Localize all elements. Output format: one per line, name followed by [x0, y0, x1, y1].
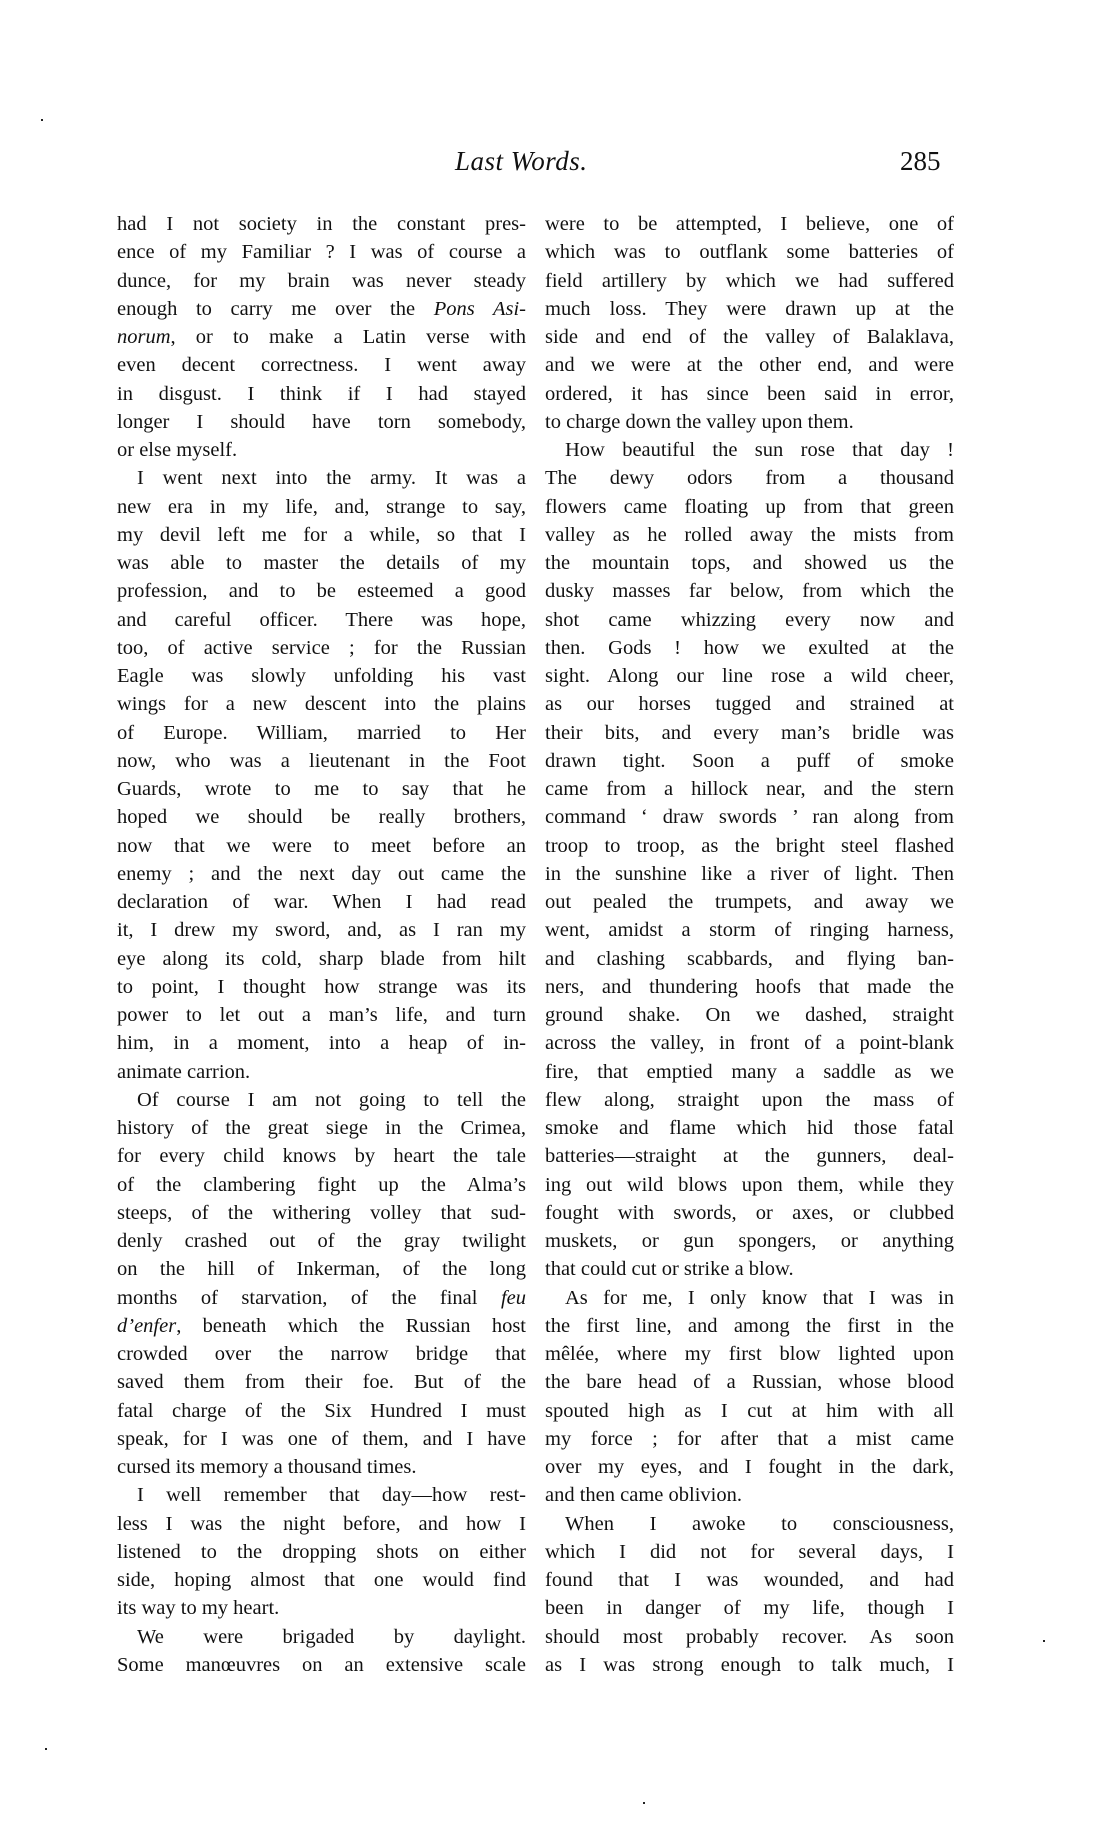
text-line	[117, 1284, 526, 1312]
text-line: spouted high as I cut at him with all	[545, 1399, 954, 1422]
text-line: enemy ; and the next day out came the	[117, 862, 526, 885]
text-line: hoped we should be really brothers,	[117, 806, 526, 829]
text-line: dunce, for my brain was never steady	[117, 269, 526, 292]
text-line: ence of my Familiar ? I was of course a	[117, 241, 526, 264]
text-line: longer I should have torn somebody,	[117, 410, 526, 433]
text-run: enough to carry me over the	[117, 297, 434, 320]
text-line: smoke and flame which hid those fatal	[545, 1117, 954, 1139]
text-line: power to let out a man’s life, and turn	[117, 1004, 526, 1026]
text-line: came from a hillock near, and the stern	[545, 778, 954, 800]
scan-speck	[41, 119, 43, 121]
text-line: found that I was wounded, and had	[545, 1569, 954, 1591]
text-line: of the clambering fight up the Alma’s	[117, 1173, 526, 1196]
text-line: fire, that emptied many a saddle as we	[545, 1060, 954, 1083]
text-line: too, of active service ; for the Russian	[117, 636, 526, 659]
text-line: and careful officer. There was hope,	[117, 608, 526, 631]
text-run: , beneath which the Russian host	[176, 1314, 526, 1337]
text-line: flowers came floating up from that green	[545, 495, 954, 518]
text-line: flew along, straight upon the mass of	[545, 1088, 954, 1111]
text-column-right	[545, 210, 954, 1679]
text-line: in the sunshine like a river of light. Then	[545, 862, 954, 885]
text-line: less I was the night before, and how I	[117, 1512, 526, 1535]
text-line: ordered, it has since been said in error,	[545, 382, 954, 405]
italic-phrase: norum	[117, 326, 171, 348]
text-line: been in danger of my life, though I	[545, 1597, 954, 1620]
scan-speck	[643, 1802, 645, 1804]
scan-speck	[1043, 1640, 1045, 1642]
text-line: declaration of war. When I had read	[117, 891, 526, 913]
text-line: side, hoping almost that one would find	[117, 1569, 526, 1591]
text-line: and we were at the other end, and were	[545, 354, 954, 377]
text-line: my devil left me for a while, so that I	[117, 523, 526, 546]
text-line: on the hill of Inkerman, of the long	[117, 1258, 526, 1281]
text-line: crowded over the narrow bridge that	[117, 1343, 526, 1365]
text-line: new era in my life, and, strange to say,	[117, 495, 526, 518]
text-line: the bare head of a Russian, whose blood	[545, 1371, 954, 1394]
text-line: cursed its memory a thousand times.	[117, 1456, 417, 1478]
text-line: saved them from their foe. But of the	[117, 1371, 526, 1394]
text-line	[117, 323, 526, 351]
text-line: now that we were to meet before an	[117, 834, 526, 857]
text-line: which I did not for several days, I	[545, 1540, 954, 1563]
text-line: him, in a moment, into a heap of in-	[117, 1032, 526, 1055]
text-line: The dewy odors from a thousand	[545, 467, 954, 490]
text-line: As for me, I only know that I was in	[565, 1286, 954, 1309]
text-line: I went next into the army. It was a	[137, 467, 526, 490]
text-line: in disgust. I think if I had stayed	[117, 382, 526, 405]
text-line: I well remember that day—how rest-	[137, 1484, 526, 1507]
text-line: ing out wild blows upon them, while they	[545, 1173, 954, 1196]
text-line: much loss. They were drawn up at the	[545, 297, 954, 320]
text-line: animate carrion.	[117, 1060, 251, 1083]
text-run: months of starvation, of the final	[117, 1286, 501, 1309]
text-line: even decent correctness. I went away	[117, 354, 526, 377]
text-line: it, I drew my sword, and, as I ran my	[117, 919, 526, 942]
text-column-left	[117, 210, 526, 1679]
text-line: ground shake. On we dashed, straight	[545, 1004, 954, 1026]
text-line: Some manœuvres on an extensive scale	[117, 1653, 526, 1676]
text-line: history of the great siege in the Crimea,	[117, 1117, 526, 1139]
text-line: sight. Along our line rose a wild cheer,	[545, 665, 954, 687]
italic-phrase: feu	[500, 1286, 526, 1309]
text-line: was able to master the details of my	[117, 552, 526, 574]
text-line: for every child knows by heart the tale	[117, 1145, 526, 1168]
text-line: now, who was a lieutenant in the Foot	[117, 749, 526, 772]
scan-speck	[45, 1748, 47, 1750]
text-line: batteries—straight at the gunners, deal-	[545, 1145, 954, 1168]
text-line: troop to troop, as the bright steel flashed	[545, 834, 954, 857]
text-line	[117, 1312, 526, 1340]
text-line: speak, for I was one of them, and I have	[117, 1427, 526, 1450]
text-line: over my eyes, and I fought in the dark,	[545, 1456, 954, 1478]
text-line: field artillery by which we had suffered	[545, 269, 954, 292]
text-line: to charge down the valley upon them.	[545, 410, 854, 433]
text-line: as our horses tugged and strained at	[545, 693, 954, 716]
running-title: Last Words.	[455, 146, 588, 176]
text-line: shot came whizzing every now and	[545, 608, 954, 631]
text-line: Eagle was slowly unfolding his vast	[117, 665, 526, 687]
text-line: steeps, of the withering volley that sud-	[117, 1201, 526, 1224]
text-line: When I awoke to consciousness,	[565, 1512, 954, 1535]
text-line: mêlée, where my first blow lighted upon	[545, 1343, 954, 1365]
text-run: , or to make a Latin verse with	[170, 326, 526, 348]
text-line: should most probably recover. As soon	[545, 1625, 954, 1648]
text-line	[117, 295, 526, 323]
text-line: out pealed the trumpets, and away we	[545, 891, 954, 913]
text-line: fought with swords, or axes, or clubbed	[545, 1201, 954, 1224]
italic-phrase: Pons Asi-	[433, 297, 526, 320]
text-line: Guards, wrote to me to say that he	[117, 778, 526, 800]
text-line: muskets, or gun spongers, or anything	[545, 1230, 954, 1252]
text-line: across the valley, in front of a point-blank	[545, 1032, 954, 1055]
text-line: dusky masses far below, from which the	[545, 580, 954, 603]
text-line: or else myself.	[117, 439, 238, 461]
text-line: and then came oblivion.	[545, 1484, 742, 1507]
text-line: eye along its cold, sharp blade from hilt	[117, 947, 526, 970]
text-line: fatal charge of the Six Hundred I must	[117, 1399, 526, 1422]
text-line: profession, and to be esteemed a good	[117, 580, 526, 603]
text-line: which was to outflank some batteries of	[545, 241, 954, 264]
text-line: We were brigaded by daylight.	[137, 1625, 526, 1648]
italic-phrase: d’enfer	[117, 1314, 177, 1337]
text-line: denly crashed out of the gray twilight	[117, 1230, 526, 1252]
text-line: of Europe. William, married to Her	[117, 721, 526, 744]
text-line: my force ; for after that a mist came	[545, 1427, 954, 1450]
text-line: Of course I am not going to tell the	[137, 1088, 526, 1111]
text-line: drawn tight. Soon a puff of smoke	[545, 749, 954, 772]
page-number: 285	[900, 146, 941, 176]
text-line: How beautiful the sun rose that day !	[565, 439, 954, 461]
text-line: were to be attempted, I believe, one of	[545, 213, 954, 235]
text-line: to point, I thought how strange was its	[117, 975, 526, 998]
text-line: wings for a new descent into the plains	[117, 693, 526, 716]
text-line: and clashing scabbards, and flying ban-	[545, 947, 954, 970]
text-line: had I not society in the constant pres-	[117, 213, 526, 235]
text-line: listened to the dropping shots on either	[117, 1540, 526, 1563]
text-line: the mountain tops, and showed us the	[545, 552, 954, 574]
text-line: that could cut or strike a blow.	[545, 1258, 794, 1281]
text-line: went, amidst a storm of ringing harness,	[545, 919, 954, 942]
text-line: as I was strong enough to talk much, I	[545, 1653, 954, 1676]
text-line: command ‘ draw swords ’ ran along from	[545, 806, 954, 829]
text-line: the first line, and among the first in the	[545, 1314, 954, 1337]
text-line: then. Gods ! how we exulted at the	[545, 636, 954, 659]
text-line: its way to my heart.	[117, 1597, 280, 1620]
text-line: valley as he rolled away the mists from	[545, 523, 954, 546]
text-line: their bits, and every man’s bridle was	[545, 721, 954, 744]
text-line: ners, and thundering hoofs that made the	[545, 975, 954, 998]
text-line: side and end of the valley of Balaklava,	[545, 326, 954, 348]
